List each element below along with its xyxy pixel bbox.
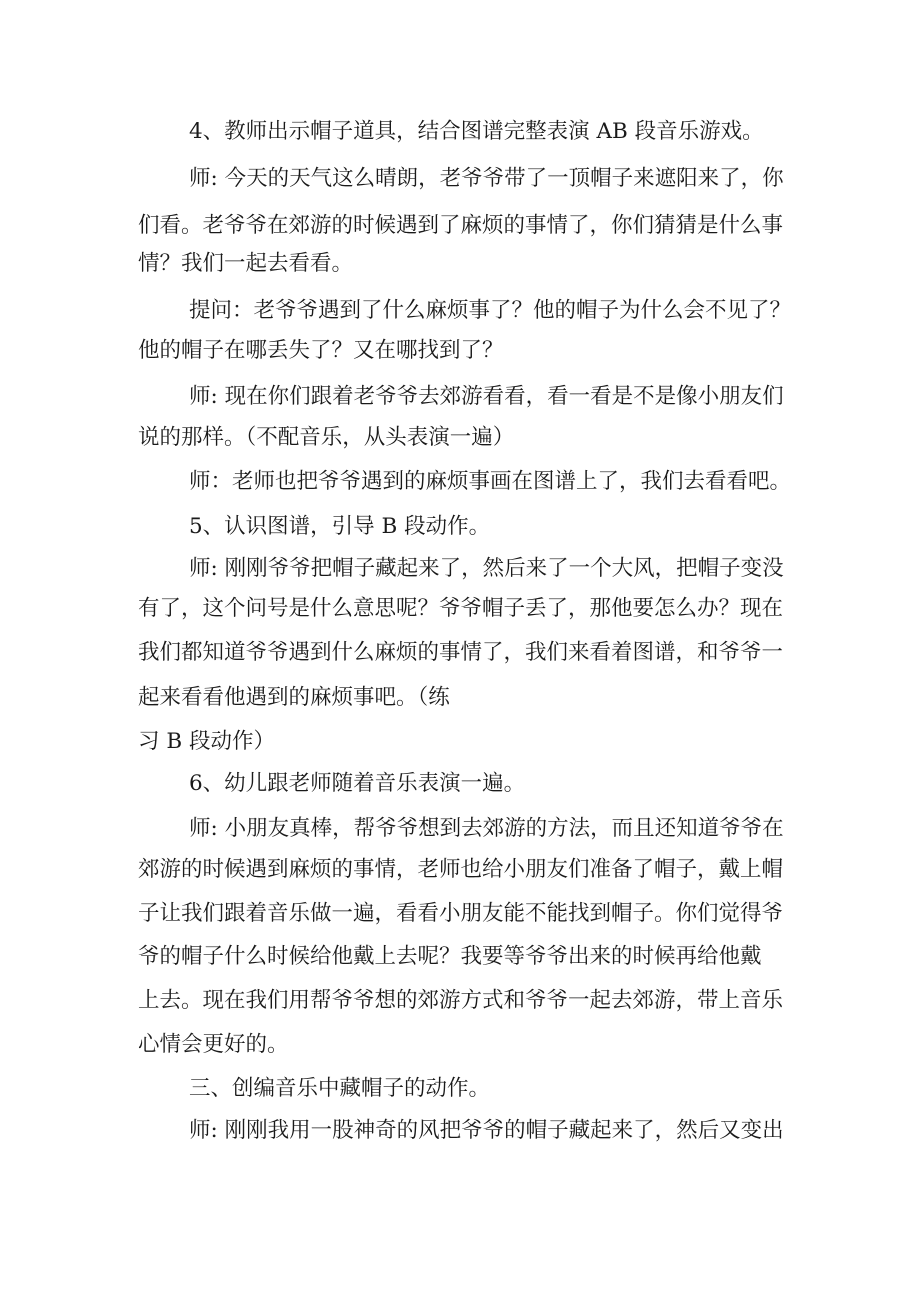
text-line: 上去。现在我们用帮爷爷想的郊游方式和爷爷一起去郊游，带上音乐 <box>138 988 784 1013</box>
text-line: 爷的帽子什么时候给他戴上去呢？我要等爷爷出来的时候再给他戴 <box>138 944 762 969</box>
text-line: 习 B 段动作） <box>138 729 275 754</box>
text-line: 他的帽子在哪丢失了？又在哪找到了？ <box>138 338 504 363</box>
text-line: 师: 今天的天气这么晴朗，老爷爷带了一顶帽子来遮阳来了，你 <box>189 166 784 191</box>
text-line: 有了，这个问号是什么意思呢？爷爷帽子丢了，那他要怎么办？现在 <box>138 596 784 621</box>
text-line: 子让我们跟着音乐做一遍，看看小朋友能不能找到帽子。你们觉得爷 <box>138 901 784 926</box>
text-line: 6、幼儿跟老师随着音乐表演一遍。 <box>189 771 526 796</box>
text-line: 说的那样。（不配音乐，从头表演一遍） <box>138 425 515 450</box>
text-line: 情？我们一起去看看。 <box>138 251 354 276</box>
text-line: 三、创编音乐中藏帽子的动作。 <box>189 1076 491 1101</box>
text-line: 提问：老爷爷遇到了什么麻烦事了？他的帽子为什么会不见了？ <box>189 298 792 323</box>
text-line: 4、教师出示帽子道具，结合图谱完整表演 AB 段音乐游戏。 <box>189 119 764 144</box>
text-line: 们看。老爷爷在郊游的时候遇到了麻烦的事情了，你们猜猜是什么事 <box>138 213 784 238</box>
text-line: 我们都知道爷爷遇到什么麻烦的事情了，我们来看着图谱，和爷爷一 <box>138 640 784 665</box>
text-line: 郊游的时候遇到麻烦的事情，老师也给小朋友们准备了帽子，戴上帽 <box>138 857 784 882</box>
text-line: 师: 刚刚我用一股神奇的风把爷爷的帽子藏起来了，然后又变出 <box>189 1118 784 1143</box>
text-line: 心情会更好的。 <box>138 1032 289 1057</box>
text-line: 师：老师也把爷爷遇到的麻烦事画在图谱上了，我们去看看吧。 <box>189 469 792 494</box>
text-line: 起来看看他遇到的麻烦事吧。（练 <box>138 685 450 710</box>
text-line: 师: 刚刚爷爷把帽子藏起来了，然后来了一个大风，把帽子变没 <box>189 556 784 581</box>
text-line: 5、认识图谱，引导 B 段动作。 <box>189 514 491 539</box>
text-line: 师: 小朋友真棒，帮爷爷想到去郊游的方法，而且还知道爷爷在 <box>189 816 784 841</box>
text-line: 师: 现在你们跟着老爷爷去郊游看看，看一看是不是像小朋友们 <box>189 384 784 409</box>
